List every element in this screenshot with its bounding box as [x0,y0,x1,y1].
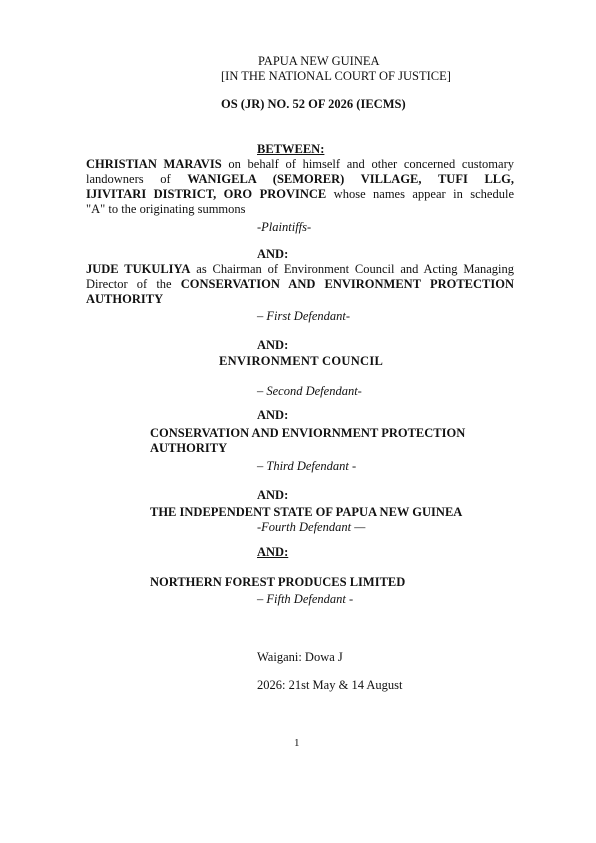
court-heading: [IN THE NATIONAL COURT OF JUSTICE] [221,69,451,83]
between-label: BETWEEN: [257,142,325,156]
plaintiff-line-3 [86,187,514,202]
plaintiff-line-1-text: on behalf of himself and other concerned customary [221,157,514,171]
plaintiff-role: -Plaintiffs- [257,220,312,234]
plaintiff-line-2-text: landowners of [86,172,188,186]
hearing-venue-judge: Waigani: Dowa J [257,650,343,664]
plaintiff-paragraph [86,157,514,217]
and-label-3: AND: [257,408,289,422]
first-defendant-line-2-text: Director of the [86,277,181,291]
and-label-1: AND: [257,247,289,261]
plaintiff-village: WANIGELA (SEMORER) VILLAGE, TUFI LLG, [187,172,514,186]
first-defendant-role: – First Defendant- [257,309,351,323]
third-defendant-name-line-1: CONSERVATION AND ENVIORNMENT PROTECTION [150,426,466,440]
fifth-defendant-role: – Fifth Defendant - [257,592,354,606]
hearing-dates: 2026: 21st May & 14 August [257,678,403,692]
third-defendant-name-line-2: AUTHORITY [150,441,228,455]
plaintiff-name: CHRISTIAN MARAVIS [86,157,222,171]
and-label-5: AND: [257,545,289,559]
plaintiff-line-2 [86,172,514,187]
second-defendant-name: ENVIRONMENT COUNCIL [219,354,384,368]
fourth-defendant-role: -Fourth Defendant — [257,520,366,534]
country-heading: PAPUA NEW GUINEA [258,54,380,68]
plaintiff-line-1 [86,157,514,172]
fourth-defendant-name: THE INDEPENDENT STATE OF PAPUA NEW GUINEA [150,505,463,519]
plaintiff-line-3-text: whose names appear in schedule [326,187,514,201]
case-number: OS (JR) NO. 52 OF 2026 (IECMS) [221,97,406,111]
third-defendant-role: – Third Defendant - [257,459,357,473]
second-defendant-role: – Second Defendant- [257,384,362,398]
first-defendant-line-2 [86,277,514,292]
and-label-2: AND: [257,338,289,352]
plaintiff-district: IJIVITARI DISTRICT, ORO PROVINCE [86,187,327,201]
and-label-4: AND: [257,488,289,502]
fifth-defendant-name: NORTHERN FOREST PRODUCES LIMITED [150,575,406,589]
first-defendant-line-1 [86,262,514,277]
page-number: 1 [294,737,300,749]
first-defendant-line-1-text: as Chairman of Environment Council and Acting Managing [190,262,515,276]
first-defendant-line-3: AUTHORITY [86,292,164,306]
first-defendant-name: JUDE TUKULIYA [86,262,191,276]
plaintiff-line-4: "A" to the originating summons [86,202,246,216]
first-defendant-paragraph [86,262,514,307]
first-defendant-authority: CONSERVATION AND ENVIRONMENT PROTECTION [180,277,515,291]
